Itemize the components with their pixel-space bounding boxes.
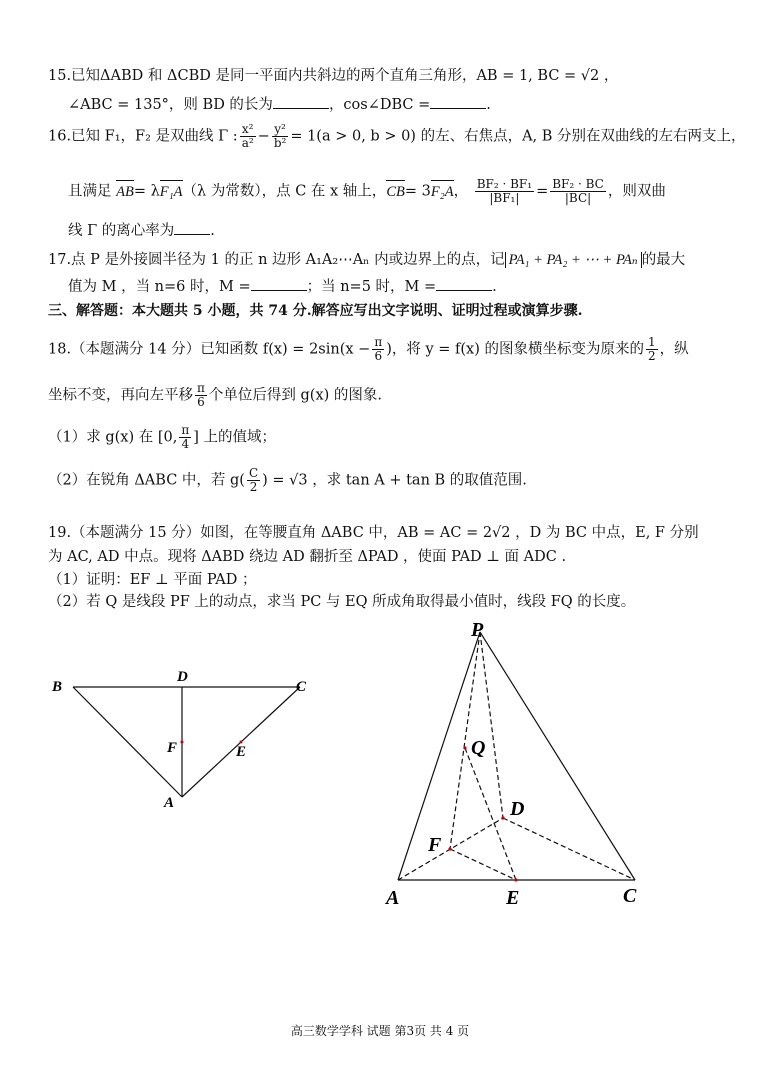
q19-line2: 为 AC, AD 中点。现将 ΔABD 绕边 AD 翻折至 ΔPAD ，使面 PAD ⊥ 面 ADC . (48, 549, 567, 565)
point-label-d: D (510, 798, 525, 820)
q15-line2: ∠ABC = 135°，则 BD 的长为 ，cos∠DBC = . (68, 97, 491, 113)
section3-heading: 三、解答题：本大题共 5 小题，共 74 分.解答应写出文字说明、证明过程或演算步骤. (48, 303, 583, 319)
q17-line1: 17.点 P 是外接圆半径为 1 的正 n 边形 A₁A₂⋯Aₙ 内或边界上的点，记 PA₁ + PA₂ + ⋯ + PAₙ 的最大 (48, 252, 686, 268)
point-label-b: B (52, 679, 63, 695)
figure-triangle (40, 660, 330, 820)
figure-tetrahedron (380, 612, 660, 917)
point-label-q: Q (471, 737, 486, 759)
point-label-c: C (296, 679, 307, 695)
q19-part1: （1）证明：EF ⊥ 平面 PAD ； (48, 572, 257, 588)
answer-blank (251, 278, 307, 291)
point-label-c: C (623, 885, 637, 907)
q18-part1: （1）求 g(x) 在 [0, $\frac{\pi}{4}$ ] 上的值域； (48, 423, 276, 451)
point-label-a: A (164, 795, 175, 811)
q17-line2: 值为 M ，当 n=6 时，M = ；当 n=5 时，M = . (68, 279, 497, 295)
q16-line3: 线 Γ 的离心率为 . (68, 223, 215, 239)
answer-blank (436, 278, 492, 291)
q19-line1: 19.（本题满分 15 分）如图，在等腰直角 ΔABC 中，AB = AC = 2√2 ，D 为 BC 中点，E, F 分别 (48, 525, 699, 541)
q16-line1: 16.已知 F₁，F₂ 是双曲线 Γ : $\frac{\text{x²}}{\text{a²}}$ − $\frac{\text{y²}}{\text{b²}}$ = 1(a > 0, b > 0) 的左、右焦点，A, B 分别在双曲线的左右两支上， (48, 122, 746, 150)
fraction: $\frac{\text{BF₂ · BC}}{|BC|}$ (552, 177, 604, 205)
page-footer: 高三数学学科 试题 第3页 共 4 页 (290, 1024, 470, 1038)
q18-line2: 坐标不变，再向左平移 $\frac{\pi}{6}$ 个单位后得到 g(x) 的图象. (48, 381, 382, 409)
fraction: $\frac{\text{y²}}{\text{b²}}$ (273, 122, 287, 150)
fraction: $\frac{\text{x²}}{\text{a²}}$ (241, 122, 254, 150)
q19-part2: （2）若 Q 是线段 PF 上的动点，求当 PC 与 EQ 所成角取得最小值时，线段 FQ 的长度。 (48, 594, 636, 610)
q18-part2: （2）在锐角 ΔABC 中，若 g( $\frac{C}{2}$ ) = √3 ，求 tan A + tan B 的取值范围. (48, 466, 527, 494)
point-label-f: F (428, 834, 442, 856)
point-label-e: E (236, 744, 247, 760)
point-label-a: A (386, 887, 400, 909)
point-label-e: E (506, 887, 520, 909)
answer-blank (174, 222, 210, 235)
answer-blank (273, 96, 329, 109)
answer-blank (430, 96, 486, 109)
point-label-p: P (471, 619, 484, 641)
q15-line1: 15.已知ΔABD 和 ΔCBD 是同一平面内共斜边的两个直角三角形，AB = 1, BC = √2 ， (48, 68, 619, 84)
fraction: $\frac{\text{BF₂ · BF₁}}{\text{|BF₁|}}$ (476, 177, 533, 205)
point-label-d: D (177, 669, 188, 685)
q18-line1: 18.（本题满分 14 分）已知函数 f(x) = 2sin(x − $\frac{\pi}{6}$ )，将 y = f(x) 的图象横坐标变为原来的 $\frac{1}{2}$ ，纵 (48, 335, 689, 363)
point-label-f: F (167, 740, 178, 756)
q16-line2: 且满足 AB= λF₁A（λ 为常数），点 C 在 x 轴上，CB= 3F₂A， $\frac{\text{BF₂ · BF₁}}{\text{|BF₁|}}$ = $\frac{\text{BF₂ · BC}}{|BC|}$ ，则双曲 (68, 177, 666, 205)
